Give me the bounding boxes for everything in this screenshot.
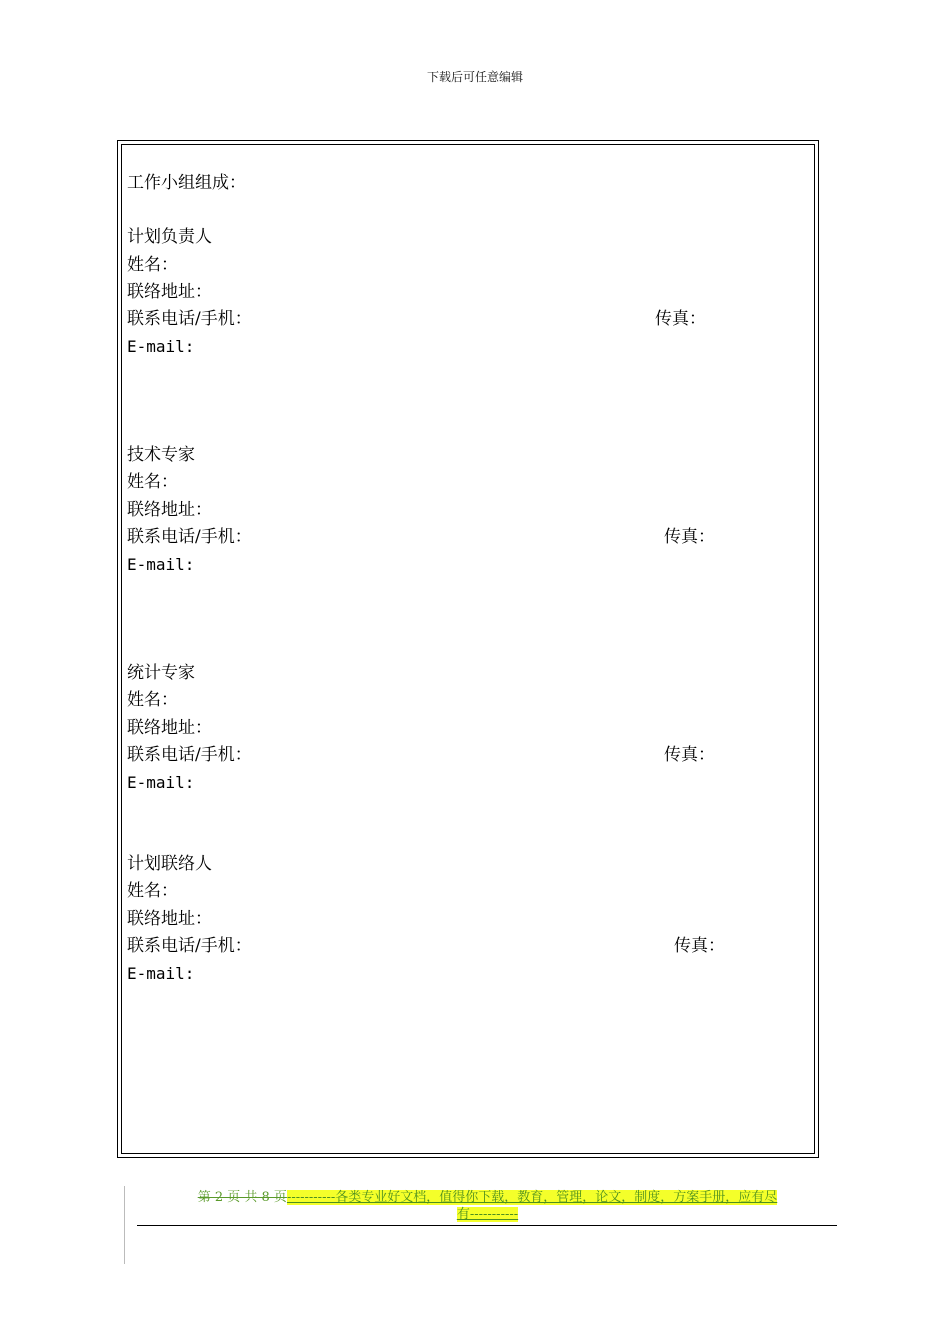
phone-label: 联系电话/手机：	[127, 309, 252, 329]
name-label: 姓名：	[127, 472, 178, 492]
address-label: 联络地址：	[127, 500, 212, 520]
fax-label: 传真：	[664, 527, 715, 547]
fax-label: 传真：	[664, 745, 715, 765]
page-number: 第 2 页 共 8 页	[197, 1190, 287, 1205]
form-frame	[117, 140, 819, 1158]
footer-margin-bar	[124, 1186, 125, 1264]
fax-label: 传真：	[655, 309, 706, 329]
form-title: 工作小组组成：	[127, 173, 246, 193]
page-header: 下载后可任意编辑	[426, 70, 523, 84]
footer-promo-line1: -----------各类专业好文档，值得你下载，教育，管理，论文，制度，方案手册，应有尽	[286, 1190, 778, 1205]
section-role: 计划联络人	[127, 854, 212, 874]
name-label: 姓名：	[127, 881, 178, 901]
form-frame-inner	[121, 144, 815, 1154]
section-role: 计划负责人	[127, 227, 212, 247]
address-label: 联络地址：	[127, 718, 212, 738]
address-label: 联络地址：	[127, 909, 212, 929]
address-label: 联络地址：	[127, 282, 212, 302]
phone-label: 联系电话/手机：	[127, 745, 252, 765]
name-label: 姓名：	[127, 255, 178, 275]
footer-divider	[137, 1225, 837, 1226]
phone-label: 联系电话/手机：	[127, 527, 252, 547]
email-label: E-mail:	[127, 555, 195, 574]
email-label: E-mail:	[127, 337, 195, 356]
section-role: 技术专家	[127, 445, 195, 465]
phone-label: 联系电话/手机：	[127, 936, 252, 956]
footer-promo-line2: 有-----------	[456, 1207, 519, 1222]
name-label: 姓名：	[127, 690, 178, 710]
footer-note	[155, 1189, 820, 1223]
fax-label: 传真：	[674, 936, 725, 956]
email-label: E-mail:	[127, 773, 195, 792]
email-label: E-mail:	[127, 964, 195, 983]
section-role: 统计专家	[127, 663, 195, 683]
